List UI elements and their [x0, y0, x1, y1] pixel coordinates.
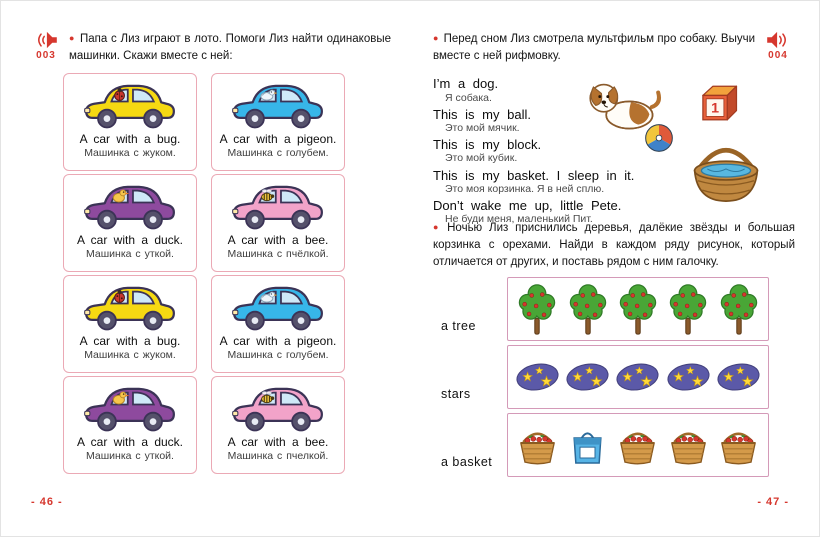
bullet-icon — [69, 33, 75, 43]
star-cloud-icon — [614, 359, 661, 395]
lotto-card-bug-1 — [63, 73, 197, 171]
card-caption-en: A car with a bug. — [79, 334, 181, 349]
puzzle-row-baskets — [433, 413, 795, 477]
audio-marker-left — [29, 31, 63, 64]
car-icon — [233, 389, 322, 431]
car-image — [221, 178, 335, 233]
car-image — [73, 380, 187, 435]
basket-icon — [615, 425, 660, 466]
card-caption-en: A car with a pigeon. — [219, 132, 337, 147]
card-caption-ru: Машинка с жуком. — [84, 349, 176, 362]
car-image — [221, 77, 335, 132]
left-header — [29, 31, 391, 64]
row-box-trees — [507, 277, 769, 341]
star-cloud-icon — [715, 359, 762, 395]
page-number-right: - 47 - — [757, 496, 789, 508]
lotto-card-bee-1 — [211, 174, 345, 272]
bullet-icon — [433, 33, 439, 43]
car-image — [73, 77, 187, 132]
right-header — [433, 31, 795, 64]
lotto-card-pigeon-1 — [211, 73, 345, 171]
row-label-stars: stars — [441, 387, 471, 402]
car-icon — [85, 86, 174, 128]
cube-icon — [703, 87, 737, 121]
car-image — [73, 178, 187, 233]
rhyme-line-en: This is my block. — [433, 137, 542, 153]
card-caption-ru: Машинка с пчелкой. — [227, 450, 329, 463]
rhyme-line-en: Don’t wake me up, little Pete. — [433, 197, 622, 213]
puzzle-rows — [433, 277, 795, 477]
card-caption-ru: Машинка с голубем. — [227, 147, 329, 160]
card-caption-ru: Машинка с уткой. — [86, 450, 174, 463]
audio-track-number: 004 — [768, 50, 788, 61]
car-icon — [85, 389, 174, 431]
car-image — [221, 279, 335, 334]
task-text — [433, 220, 795, 270]
card-caption-ru: Машинка с уткой. — [86, 248, 174, 261]
card-caption-ru: Машинка с жуком. — [84, 147, 176, 160]
puzzle-row-stars — [433, 345, 795, 409]
row-label-tree: a tree — [441, 319, 476, 334]
task-text-body: Ночью Лиз приснились деревья, далёкие звёзды и большая корзинка с орехами. Найди в каждом ряду рисунок, который отличается от других, и поставь рядом с ним галочку. — [433, 222, 795, 268]
car-image — [221, 380, 335, 435]
speaker-icon — [33, 31, 59, 49]
rhyme-line-ru: Не буди меня, маленький Пит. — [445, 213, 593, 226]
row-box-baskets — [507, 413, 769, 477]
star-cloud-icon — [665, 359, 712, 395]
car-image — [73, 279, 187, 334]
lotto-card-duck-1 — [63, 174, 197, 272]
basket-icon — [515, 425, 560, 466]
ball-image — [643, 122, 675, 154]
rhyme-line-ru: Я собака. — [445, 91, 492, 104]
tree-icon — [666, 281, 710, 338]
rhyme-line-ru: Это мой мячик. — [445, 122, 520, 135]
car-icon — [233, 288, 322, 330]
car-icon — [233, 86, 322, 128]
star-cloud-icon — [514, 359, 561, 395]
tree-icon — [566, 281, 610, 338]
lotto-card-pigeon-2 — [211, 275, 345, 373]
right-intro-text: Перед сном Лиз смотрела мультфильм про собаку. Выучи вместе с ней рифмовку. — [433, 33, 756, 62]
rhyme-line-ru: Это моя корзинка. Я в ней сплю. — [445, 182, 605, 195]
rhyme-line-en: I’m a dog. — [433, 76, 499, 92]
card-caption-en: A car with a bee. — [227, 435, 329, 450]
left-intro-text: Папа с Лиз играют в лото. Помоги Лиз найти одинаковые машинки. Скажи вместе с ней: — [69, 33, 391, 62]
row-box-stars — [507, 345, 769, 409]
car-icon — [233, 187, 322, 229]
page-left — [29, 31, 391, 474]
audio-marker-right — [761, 31, 795, 64]
card-caption-en: A car with a bee. — [227, 233, 329, 248]
blue-bag-icon — [565, 425, 610, 466]
card-caption-en: A car with a duck. — [76, 435, 184, 450]
left-intro — [69, 31, 391, 64]
card-caption-ru: Машинка с голубем. — [227, 349, 329, 362]
page-number-left: - 46 - — [31, 496, 63, 508]
page-right — [433, 31, 795, 481]
lotto-card-bug-2 — [63, 275, 197, 373]
card-caption-en: A car with a bug. — [79, 132, 181, 147]
audio-track-number: 003 — [36, 50, 56, 61]
basket-image — [687, 138, 765, 210]
rhyme-line-en: This is my ball. — [433, 106, 531, 122]
tree-icon — [616, 281, 660, 338]
car-icon — [85, 187, 174, 229]
right-intro — [433, 31, 755, 64]
basket-icon — [666, 425, 711, 466]
card-caption-en: A car with a pigeon. — [219, 334, 337, 349]
lotto-card-duck-2 — [63, 376, 197, 474]
row-label-basket: a basket — [441, 455, 493, 470]
rhyme-line-ru: Это мой кубик. — [445, 152, 518, 165]
tree-icon — [717, 281, 761, 338]
cube-number: 1 — [711, 101, 720, 118]
star-cloud-icon — [564, 359, 611, 395]
lotto-cards-grid — [63, 73, 391, 474]
rhyme-section — [433, 76, 795, 226]
basket-icon — [716, 425, 761, 466]
card-caption-en: A car with a duck. — [76, 233, 184, 248]
rhyme-line-en: This is my basket. I sleep in it. — [433, 167, 635, 183]
tree-icon — [515, 281, 559, 338]
card-caption-ru: Машинка с пчёлкой. — [227, 248, 329, 261]
lotto-card-bee-2 — [211, 376, 345, 474]
puzzle-row-trees — [433, 277, 795, 341]
car-icon — [85, 288, 174, 330]
block-image — [697, 82, 739, 124]
speaker-icon — [765, 31, 791, 49]
